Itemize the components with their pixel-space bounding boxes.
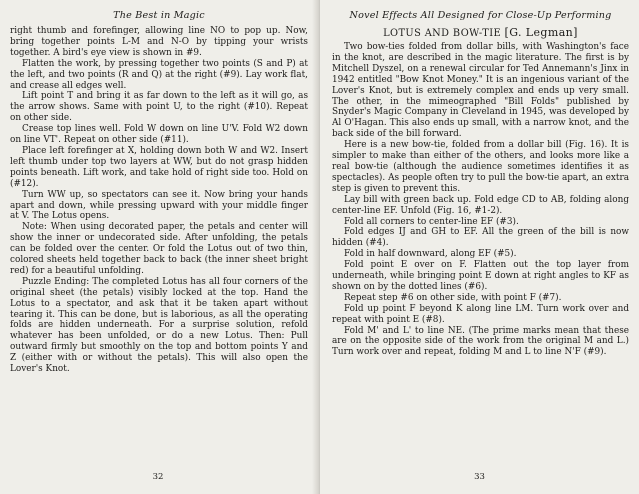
section-title: [332, 26, 629, 39]
section-title-text: LOTUS AND BOW-TIE: [383, 28, 502, 39]
paragraph: Fold up point F beyond K along line LM. Turn work over and repeat with point E (#8).: [332, 303, 629, 325]
paragraph: Puzzle Ending: The completed Lotus has all four corners of the original sheet (the petals) visibly locked at the top. Hand the Lotus to a spectator, and ask that it be taken apart without tearing it. This can be done, but is laborious, as all the operating folds are hidden underneath. For a surprise solution, refold whatever has been unfolded, or do a new Lotus. Then: Pull outward firmly but smoothly on the top and bottom points Y and Z (either with or without the petals). This will also open the Lover's Knot.: [10, 276, 308, 375]
right-page-body: [332, 42, 629, 358]
section-credit: [G. Legman]: [504, 26, 578, 39]
left-page-number: 32: [152, 472, 164, 482]
paragraph: Fold edges IJ and GH to EF. All the green of the bill is now hidden (#4).: [332, 227, 629, 249]
left-page: [0, 0, 316, 494]
paragraph: Fold all corners to center-line EF (#3).: [344, 216, 519, 227]
paragraph: Lift point T and bring it as far down to the left as it will go, as the arrow shows. Same with point U, to the right (#10). Repeat on other side.: [10, 91, 308, 124]
paragraph: Note: When using decorated paper, the petals and center will show the inner or undecorated side. After unfolding, the petals can be folded over the center. Or fold the Lotus out of two thin, colored sheets held together back to back (the inner sheet bright red) for a beautiful unfolding.: [10, 222, 308, 276]
paragraph: Fold point E over on F. Flatten out the top layer from underneath, while bringing point E down at right angles to KF as shown on by the dotted lines (#6).: [332, 260, 629, 292]
right-page-number: 33: [474, 472, 485, 482]
paragraph: Repeat step #6 on other side, with point F (#7).: [344, 292, 562, 303]
paragraph: Fold M' and L' to line NE. (The prime marks mean that these are on the opposite side of the work from the original M and L.) Turn work over and repeat, folding M and L to line N'F (#9).: [332, 325, 629, 358]
left-running-head: The Best in Magic: [113, 10, 205, 21]
paragraph: right thumb and forefinger, allowing line NO to pop up. Now, bring together points L-M and N-O by tipping your wrists together. A bird's eye view is shown in #9.: [10, 26, 308, 58]
paragraph: Two bow-ties folded from dollar bills, with Washington's face in the knot, are described in the magic literature. The first is by Mitchell Dyszel, on a renewal circular for Ted Annemann's Jinx in 1942 entitled "Bow Knot Money." It is an ingenious variant of the Lover's Knot, but is extremely complex and ends up very small. The other, in the mimeographed "Bill Folds" published by Snyder's Magic Company in Cleveland in 1945, was developed by Al O'Hagan. This also ends up small, with a narrow knot, and the back side of the bill forward.: [332, 42, 629, 140]
paragraph: Lay bill with green back up. Fold edge CD to AB, folding along center-line EF. Unfold (Fig. 16, #1-2).: [332, 194, 629, 216]
paragraph: Fold in half downward, along EF (#5).: [344, 249, 517, 260]
paragraph: Crease top lines well. Fold W down on line U'V. Fold W2 down on line VT'. Repeat on other side (#11).: [10, 124, 308, 146]
paragraph: Turn WW up, so spectators can see it. Now bring your hands apart and down, while pressing upward with your middle finger at V. The Lotus opens.: [10, 189, 308, 222]
paragraph: Flatten the work, by pressing together two points (S and P) at the left, and two points (R and Q) at the right (#9). Lay work flat, and crease all edges well.: [10, 58, 308, 91]
right-running-head: Novel Effects All Designed for Close-Up Performing: [349, 10, 612, 21]
right-page: [320, 0, 639, 494]
paragraph: Here is a new bow-tie, folded from a dollar bill (Fig. 16). It is simpler to make than either of the others, and looks more like a real bow-tie (although the audience sometimes identifies it as spectacles). As people often try to pull the bow-tie apart, an extra step is given to prevent this.: [332, 140, 629, 194]
left-page-body: [10, 26, 308, 375]
paragraph: Place left forefinger at X, holding down both W and W2. Insert left thumb under top two layers at WW, but do not grasp hidden points beneath. Lift work, and take hold of right side too. Hold on (#12).: [10, 145, 308, 189]
